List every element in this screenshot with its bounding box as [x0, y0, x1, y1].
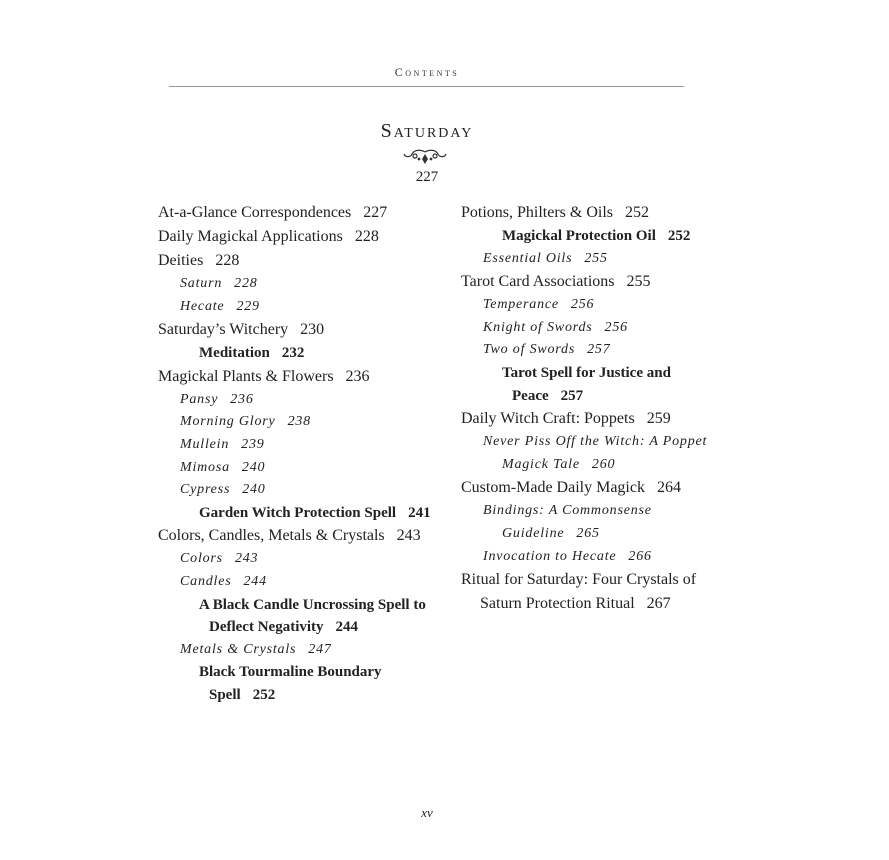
toc-entry-page: 265 — [576, 525, 600, 541]
toc-entry-title: Potions, Philters & Oils — [461, 204, 614, 221]
toc-entry — [461, 546, 741, 569]
toc-entry — [158, 249, 448, 273]
toc-entry-title: Mimosa — [180, 459, 230, 475]
toc-entry — [158, 457, 448, 480]
toc-entry-title: Ritual for Saturday: Four Crystals of Saturn Protection Ritual — [461, 571, 697, 613]
toc-entry — [158, 479, 448, 502]
page-folio: xv — [421, 805, 433, 820]
toc-entry-title: Garden Witch Protection Spell — [199, 504, 397, 521]
toc-entry-page: 244 — [243, 573, 267, 589]
toc-entry — [461, 431, 741, 476]
toc-entry-page: 247 — [308, 641, 332, 657]
toc-entry — [158, 434, 448, 457]
toc-entry-title: Colors — [180, 551, 223, 567]
toc-entry — [158, 296, 448, 319]
toc-entry — [461, 568, 741, 616]
toc-entry-title: Bindings: A Commonsense Guideline — [483, 503, 652, 541]
toc-entry-page: 256 — [570, 297, 595, 313]
toc-entry-page: 238 — [287, 414, 311, 430]
toc-entry — [461, 201, 741, 225]
toc-entry-page: 243 — [234, 551, 259, 567]
toc-entry-page: 239 — [241, 436, 265, 452]
toc-entry-title: Knight of Swords — [483, 319, 593, 335]
toc-entry — [461, 476, 741, 500]
running-head: Contents — [394, 65, 460, 79]
toc-entry-page: 236 — [345, 367, 370, 385]
toc-entry — [461, 339, 741, 362]
toc-entry-page: 259 — [646, 410, 671, 428]
toc-entry-page: 232 — [281, 345, 305, 362]
toc-entry-page: 230 — [300, 321, 325, 339]
toc-entry-title: Two of Swords — [483, 342, 576, 358]
toc-entry — [461, 500, 741, 545]
toc-entry-title: Mullein — [180, 436, 230, 452]
toc-entry-page: 228 — [354, 228, 379, 245]
toc-entry-page: 264 — [656, 479, 681, 497]
toc-entry-page: 260 — [591, 456, 616, 472]
toc-entry-title: Deities — [158, 252, 204, 269]
toc-entry-title: Saturday’s Witchery — [158, 321, 289, 339]
toc-entry-title: Essential Oils — [483, 250, 573, 266]
toc-left-column — [158, 201, 448, 707]
toc-entry-title: Metals & Crystals — [180, 641, 297, 657]
toc-entry-page: 256 — [604, 319, 628, 335]
toc-entry-title: Daily Witch Craft: Poppets — [461, 410, 635, 428]
toc-entry — [158, 639, 448, 662]
toc-entry-title: Temperance — [483, 297, 559, 313]
toc-entry-page: 252 — [667, 228, 691, 244]
toc-entry-title: Pansy — [180, 391, 219, 407]
toc-entry-page: 243 — [396, 527, 421, 545]
toc-entry-page: 252 — [625, 204, 650, 221]
toc-entry-page: 240 — [242, 482, 266, 498]
toc-entry-title: A Black Candle Uncrossing Spell to Deflect Negativity — [199, 596, 426, 636]
toc-entry-title: Tarot Card Associations — [461, 273, 615, 291]
toc-entry — [158, 273, 448, 296]
toc-entry-title: Magickal Protection Oil — [502, 228, 656, 244]
toc-entry — [158, 548, 448, 571]
toc-entry-page: 255 — [584, 250, 608, 266]
toc-entry-title: Never Piss Off the Witch: A Poppet Magick Tale — [483, 434, 708, 472]
toc-entry — [158, 661, 448, 706]
toc-entry — [461, 362, 741, 407]
toc-entry-title: Saturn — [180, 276, 223, 291]
toc-entry-title: Invocation to Hecate — [483, 548, 617, 564]
toc-entry-title: Colors, Candles, Metals & Crystals — [158, 527, 385, 545]
toc-entry — [158, 365, 448, 389]
toc-entry — [158, 502, 448, 525]
toc-entry-title: Custom-Made Daily Magick — [461, 479, 645, 497]
toc-entry-page: 244 — [335, 619, 359, 636]
toc-entry-page: 267 — [646, 595, 671, 613]
toc-entry-title: At-a-Glance Correspondences — [158, 204, 352, 221]
toc-entry-title: Black Tourmaline Boundary Spell — [199, 664, 382, 703]
toc-entry — [158, 411, 448, 434]
toc-entry-title: Daily Magickal Applications — [158, 228, 343, 245]
toc-entry-page: 228 — [234, 276, 258, 291]
toc-entry-page: 241 — [408, 504, 431, 521]
toc-entry — [158, 524, 448, 548]
toc-entry-page: 229 — [236, 298, 260, 314]
toc-entry-title: Candles — [180, 573, 232, 589]
toc-entry — [158, 225, 448, 249]
header-rule — [169, 86, 684, 87]
toc-entry — [461, 248, 741, 271]
section-title: Saturday — [380, 120, 474, 142]
toc-entry-page: 227 — [363, 204, 388, 221]
toc-entry — [461, 294, 741, 317]
toc-right-column — [461, 201, 741, 616]
section-page-number: 227 — [415, 169, 439, 185]
toc-entry-title: Tarot Spell for Justice and Peace — [502, 364, 671, 404]
toc-entry-title: Magickal Plants & Flowers — [158, 367, 334, 385]
toc-entry-page: 236 — [230, 391, 254, 407]
toc-entry-page: 257 — [560, 387, 584, 404]
toc-entry-page: 255 — [626, 273, 651, 291]
toc-entry-title: Morning Glory — [180, 414, 276, 430]
toc-entry-page: 240 — [241, 459, 266, 475]
toc-entry-title: Hecate — [180, 298, 225, 314]
toc-entry-page: 228 — [215, 252, 240, 269]
toc-entry — [158, 571, 448, 594]
toc-entry-title: Meditation — [199, 345, 270, 362]
toc-entry-page: 252 — [252, 686, 276, 703]
toc-entry — [461, 225, 741, 248]
toc-entry-page: 266 — [628, 548, 652, 564]
toc-entry — [158, 342, 448, 365]
toc-entry — [461, 270, 741, 294]
toc-entry — [158, 201, 448, 225]
toc-entry-page: 257 — [587, 342, 611, 358]
fleuron-ornament-icon — [402, 148, 448, 166]
toc-entry — [158, 594, 448, 639]
toc-entry — [158, 389, 448, 412]
toc-entry — [461, 317, 741, 340]
toc-entry-title: Cypress — [180, 482, 231, 498]
toc-entry — [461, 407, 741, 431]
toc-entry — [158, 318, 448, 342]
